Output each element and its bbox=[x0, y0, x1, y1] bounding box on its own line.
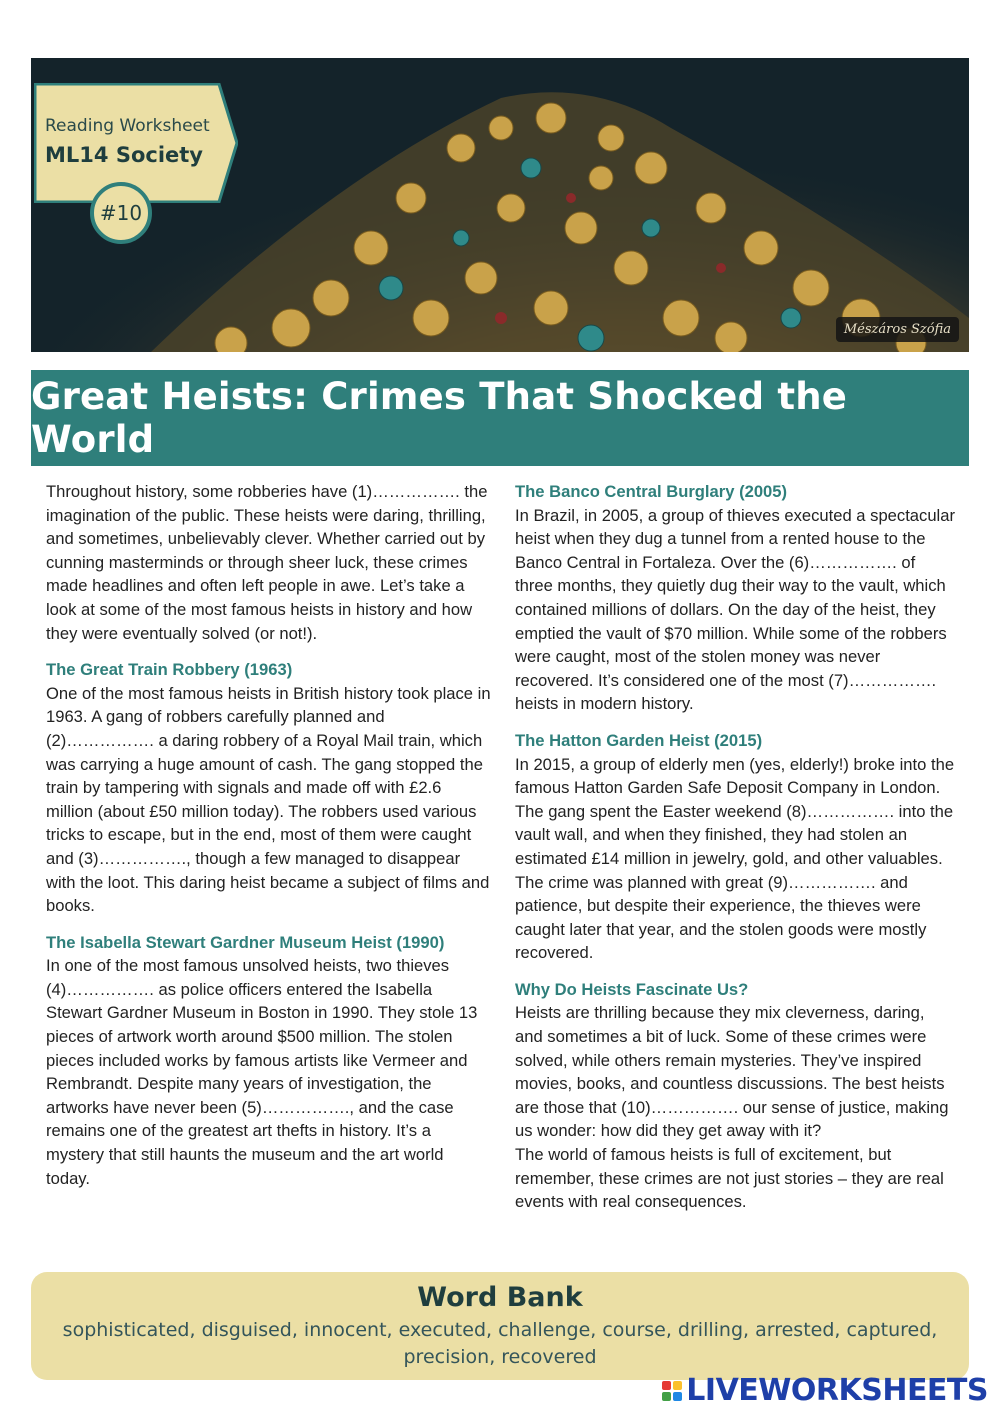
liveworksheets-brand: LIVEWORKSHEETS bbox=[686, 1373, 988, 1408]
page-title: Great Heists: Crimes That Shocked the World bbox=[31, 375, 848, 461]
right-column bbox=[515, 480, 955, 1227]
word-bank-title: Word Bank bbox=[417, 1282, 583, 1313]
section-heading-hatton-garden: The Hatton Garden Heist (2015) bbox=[515, 730, 763, 750]
left-column bbox=[46, 480, 491, 1203]
worksheet-number: #10 bbox=[90, 182, 152, 244]
section-heading-gardner-museum: The Isabella Stewart Gardner Museum Heist (1990) bbox=[46, 932, 445, 952]
section-heading-fascination: Why Do Heists Fascinate Us? bbox=[515, 979, 749, 999]
liveworksheets-logo[interactable] bbox=[662, 1373, 988, 1408]
word-bank bbox=[31, 1272, 969, 1380]
section-text-conclusion: The world of famous heists is full of excitement, but remember, these crimes are not just stories – they are real events with real consequences. bbox=[515, 1145, 944, 1212]
section-text-gardner-museum: In one of the most famous unsolved heists, two thieves (4)……………. as police officers entered the Isabella Stewart Gardner Museum in Boston in 1990. They stole 13 pieces of artwork worth around $500 million. The stolen pieces included works by famous artists like Vermeer and Rembrandt. Despite many years of investigation, the artworks have never been (5)……………., and the case remains one of the greatest art thefts in history. It’s a mystery that still haunts the museum and the art world today. bbox=[46, 956, 478, 1188]
worksheet-title: ML14 Society bbox=[45, 143, 203, 167]
section-text-banco-central: In Brazil, in 2005, a group of thieves executed a spectacular heist when they dug a tunnel from a rented house to the Banco Central in Fortaleza. Over the (6)……………. of three months, they quietly dug their way to the vault, which contained millions of dollars. On the day of the heist, they emptied the vault of $70 million. While some of the robbers were caught, most of the stolen money was never recovered. It’s considered one of the most (7)……………. heists in modern history. bbox=[515, 505, 956, 714]
section-text-fascination: Heists are thrilling because they mix cleverness, daring, and sometimes a bit of luck. Some of these crimes were solved, while others remain mysteries. They’ve inspired movies, books, and countless discussions. The best heists are those that (10)……………. our sense of justice, making us wonder: how did they get away with it? bbox=[515, 1003, 949, 1141]
intro-paragraph: Throughout history, some robberies have (1)……………. the imagination of the public. These heists were daring, thrilling, and sometimes, unbelievably clever. Whether carried out by cunning masterminds or through sheer luck, these crimes made headlines and often left people in awe. Let’s take a look at some of the most famous heists in history and how they were eventually solved (or not!). bbox=[46, 482, 488, 643]
section-heading-train-robbery: The Great Train Robbery (1963) bbox=[46, 660, 293, 680]
worksheet-label: Reading Worksheet bbox=[45, 116, 210, 136]
title-banner bbox=[31, 370, 969, 466]
liveworksheets-icon bbox=[662, 1381, 682, 1401]
section-text-hatton-garden: In 2015, a group of elderly men (yes, elderly!) broke into the famous Hatton Garden Safe Deposit Company in London. The gang spent the Easter weekend (8)……………. into the vault wall, and when they finished, they had stolen an estimated £14 million in jewelry, gold, and other valuables. The crime was planned with great (9)……………. and patience, but despite their experience, the thieves were caught later that year, and the stolen goods were mostly recovered. bbox=[515, 754, 955, 963]
section-text-train-robbery: One of the most famous heists in British history took place in 1963. A gang of robbers carefully planned and (2)……………. a daring robbery of a Royal Mail train, which was carrying a huge amount of cash. The gang stopped the train by tampering with signals and made off with £2.6 million (about £50 million today). The robbers used various tricks to escape, but in the end, most of them were caught and (3)……………., though a few managed to disappear with the loot. This daring heist became a subject of films and books. bbox=[46, 683, 491, 916]
section-heading-banco-central: The Banco Central Burglary (2005) bbox=[515, 482, 788, 501]
word-bank-words: sophisticated, disguised, innocent, executed, challenge, course, drilling, arrested, captured, precision, recovered bbox=[62, 1319, 938, 1368]
photo-credit: Mészáros Szófia bbox=[836, 317, 959, 342]
